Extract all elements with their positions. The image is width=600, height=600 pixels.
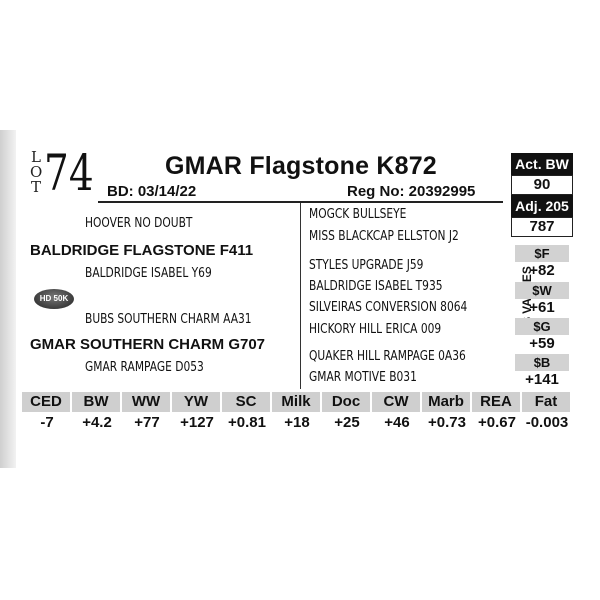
actual-bw-label: Act. BW bbox=[511, 153, 573, 175]
pedigree-divider bbox=[300, 203, 301, 389]
adj-205-value: 787 bbox=[511, 217, 573, 237]
dollar-f-value: +82 bbox=[529, 262, 555, 279]
epd-value-milk: +18 bbox=[284, 414, 310, 431]
dollar-g-label: $G bbox=[515, 318, 569, 335]
hd50k-badge: HD 50K bbox=[34, 289, 74, 309]
dollar-w bbox=[511, 282, 573, 317]
dollar-b-value: +141 bbox=[525, 371, 559, 388]
pedigree-sire: BALDRIDGE FLAGSTONE F411 bbox=[30, 242, 254, 259]
animal-name: GMAR Flagstone K872 bbox=[165, 152, 437, 180]
dollar-g-value: +59 bbox=[529, 335, 555, 352]
epd-header-row bbox=[22, 392, 572, 412]
epd-value-yw: +127 bbox=[180, 414, 214, 431]
epd-header-doc: Doc bbox=[322, 392, 370, 412]
epd-value-marb: +0.73 bbox=[428, 414, 466, 431]
actual-bw-value: 90 bbox=[511, 175, 573, 195]
epd-header-ww: WW bbox=[122, 392, 170, 412]
lot-letter-l: L bbox=[31, 148, 41, 166]
lot-label bbox=[30, 150, 42, 195]
dollar-f-label: $F bbox=[515, 245, 569, 262]
dollar-b bbox=[511, 354, 573, 389]
epd-table bbox=[22, 392, 572, 434]
pedigree-right-3: STYLES UPGRADE J59 bbox=[309, 258, 424, 273]
epd-header-cw: CW bbox=[372, 392, 420, 412]
pedigree-sire-dam: BALDRIDGE ISABEL Y69 bbox=[85, 266, 212, 281]
epd-value-ww: +77 bbox=[134, 414, 160, 431]
epd-header-milk: Milk bbox=[272, 392, 320, 412]
pedigree-right-6: HICKORY HILL ERICA 009 bbox=[309, 322, 442, 337]
lot-number: 74 bbox=[44, 144, 94, 202]
pedigree-dam: GMAR SOUTHERN CHARM G707 bbox=[30, 336, 266, 353]
epd-value-ced: -7 bbox=[40, 414, 54, 431]
dollar-b-label: $B bbox=[515, 354, 569, 371]
epd-header-fat: Fat bbox=[522, 392, 570, 412]
epd-value-bw: +4.2 bbox=[82, 414, 112, 431]
pedigree-right-7: QUAKER HILL RAMPAGE 0A36 bbox=[309, 349, 466, 364]
epd-header-rea: REA bbox=[472, 392, 520, 412]
epd-header-yw: YW bbox=[172, 392, 220, 412]
epd-header-ced: CED bbox=[22, 392, 70, 412]
epd-header-bw: BW bbox=[72, 392, 120, 412]
dollar-f bbox=[511, 245, 573, 280]
pedigree-right-5: SILVEIRAS CONVERSION 8064 bbox=[309, 300, 468, 315]
pedigree-right-2: MISS BLACKCAP ELLSTON J2 bbox=[309, 229, 459, 244]
adj-205-label: Adj. 205 bbox=[511, 195, 573, 217]
pedigree-right-4: BALDRIDGE ISABEL T935 bbox=[309, 279, 443, 294]
adj-205-box bbox=[511, 195, 573, 237]
dollar-w-value: +61 bbox=[529, 299, 555, 316]
pedigree-dam-sire: BUBS SOUTHERN CHARM AA31 bbox=[85, 312, 252, 327]
epd-value-rea: +0.67 bbox=[478, 414, 516, 431]
registration-number: Reg No: 20392995 bbox=[347, 183, 476, 200]
epd-value-fat: -0.003 bbox=[525, 414, 569, 431]
epd-value-row bbox=[22, 412, 572, 434]
epd-header-marb: Marb bbox=[422, 392, 470, 412]
page-edge bbox=[0, 130, 16, 468]
lot-letter-o: O bbox=[30, 163, 43, 181]
dollar-w-label: $W bbox=[515, 282, 569, 299]
pedigree-sire-sire: HOOVER NO DOUBT bbox=[85, 216, 193, 231]
pedigree-right-8: GMAR MOTIVE B031 bbox=[309, 370, 417, 385]
dollar-g bbox=[511, 318, 573, 353]
epd-value-sc: +0.81 bbox=[228, 414, 266, 431]
actual-bw-box bbox=[511, 153, 573, 195]
epd-header-sc: SC bbox=[222, 392, 270, 412]
epd-value-doc: +25 bbox=[334, 414, 360, 431]
lot-letter-t: T bbox=[30, 178, 41, 196]
epd-value-cw: +46 bbox=[384, 414, 410, 431]
birth-date: BD: 03/14/22 bbox=[107, 183, 197, 200]
pedigree-dam-dam: GMAR RAMPAGE D053 bbox=[85, 360, 204, 375]
pedigree-right-1: MOGCK BULLSEYE bbox=[309, 207, 407, 222]
